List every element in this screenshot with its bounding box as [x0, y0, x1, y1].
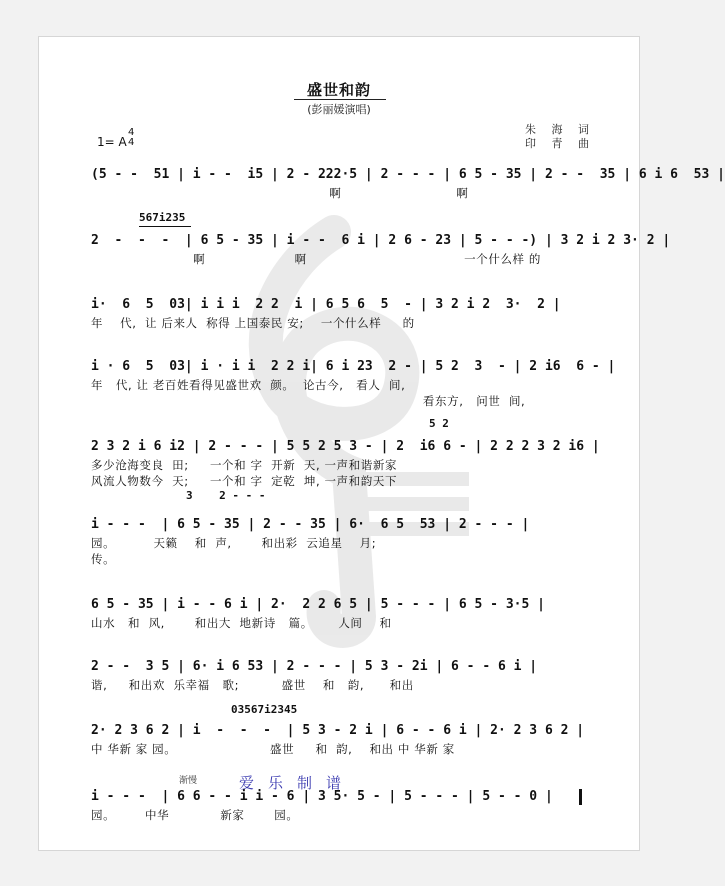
- notes-row: 2 3 2 i 6 i2 | 2 - - - | 5 5 2 5 3 - | 2 i6 6 - | 2 2 2 3 2 i6 |: [91, 439, 600, 454]
- ascending-run-notes: 03567i2345: [231, 703, 298, 716]
- lyric-row: 啊 啊: [91, 186, 469, 200]
- alternate-ending-notes: 3 2 - - -: [186, 489, 266, 502]
- lyric-row: 年 代, 让 后来人 称得 上国泰民 安; 一个什么样 的: [91, 316, 415, 330]
- notes-row: i· 6 5 03| i i i 2 2 i | 6 5 6 5 - | 3 2 i 2 3· 2 |: [91, 297, 561, 312]
- notes-row: i - - - | 6 5 - 35 | 2 - - 35 | 6· 6 5 53 | 2 - - - |: [91, 517, 530, 532]
- meter-top: 4: [128, 127, 135, 138]
- lyric-row: 谐, 和出欢 乐幸福 歌; 盛世 和 韵, 和出: [91, 678, 414, 692]
- lyric-row: 山水 和 风, 和出大 地新诗 篇。 人间 和: [91, 616, 392, 630]
- notes-row: i · 6 5 03| i · i i 2 2 i| 6 i 23 2 - | 5 2 3 - | 2 i6 6 - |: [91, 359, 616, 374]
- lyric-row: 中 华新 家 园。 盛世 和 韵, 和出 中 华新 家: [91, 742, 455, 756]
- publisher-brand: 爱乐制谱: [239, 774, 356, 792]
- performer-credit: (彭丽媛演唱): [307, 103, 371, 116]
- lyric-row-verse-1: 园。 天籁 和 声, 和出彩 云追星 月;: [91, 536, 377, 550]
- title-underline: [294, 99, 386, 100]
- intro-beam: [139, 226, 191, 227]
- lyric-row-verse-2: 看东方, 问世 间,: [91, 394, 526, 408]
- notes-row: 2 - - 3 5 | 6· i 6 53 | 2 - - - | 5 3 - 2i | 6 - - 6 i |: [91, 659, 538, 674]
- composer-credit: 印 青 曲: [525, 137, 595, 150]
- final-barline: [579, 789, 582, 805]
- tempo-marking: 渐慢: [179, 776, 198, 786]
- lyric-row: 啊 啊 一个什么样 的: [91, 252, 542, 266]
- song-title: 盛世和韵: [306, 81, 371, 99]
- key-signature: 1= A: [97, 135, 127, 149]
- time-signature: [128, 128, 134, 148]
- intro-run-notes: 567i235: [139, 211, 186, 224]
- lyric-row-verse-2: 传。: [91, 552, 116, 566]
- lyricist-credit: 朱 海 词: [525, 123, 595, 136]
- notes-row: i - - - | 6 6 - - i i - 6 | 3 5· 5 - | 5 - - - | 5 - - 0 |: [91, 789, 553, 804]
- score-page: [38, 36, 725, 851]
- lyric-row-verse-1: 多少沧海变良 田; 一个和 字 开新 天, 一声和谐新家: [91, 458, 398, 472]
- lyric-row-verse-1: 年 代, 让 老百姓看得见盛世欢 颜。 论古今, 看人 间,: [91, 378, 406, 392]
- notes-row: (5 - - 51 | i - - i5 | 2 - 222·5 | 2 - - - | 6 5 - 35 | 2 - - 35 | 6 i 6 53 |: [91, 167, 725, 182]
- upper-note-cue: 5 2: [429, 417, 449, 430]
- notes-row: 6 5 - 35 | i - - 6 i | 2· 2 2 6 5 | 5 - - - | 6 5 - 3·5 |: [91, 597, 545, 612]
- notes-row: 2· 2 3 6 2 | i - - - | 5 3 - 2 i | 6 - - 6 i | 2· 2 3 6 2 |: [91, 723, 585, 738]
- meter-bottom: 4: [128, 137, 135, 148]
- lyric-row-verse-2: 风流人物数今 天; 一个和 字 定乾 坤, 一声和韵天下: [91, 474, 398, 488]
- notes-row: 2 - - - | 6 5 - 35 | i - - 6 i | 2 6 - 23 | 5 - - -) | 3 2 i 2 3· 2 |: [91, 233, 671, 248]
- lyric-row: 园。 中华 新家 园。: [91, 808, 299, 822]
- treble-clef-watermark-icon: [184, 222, 469, 642]
